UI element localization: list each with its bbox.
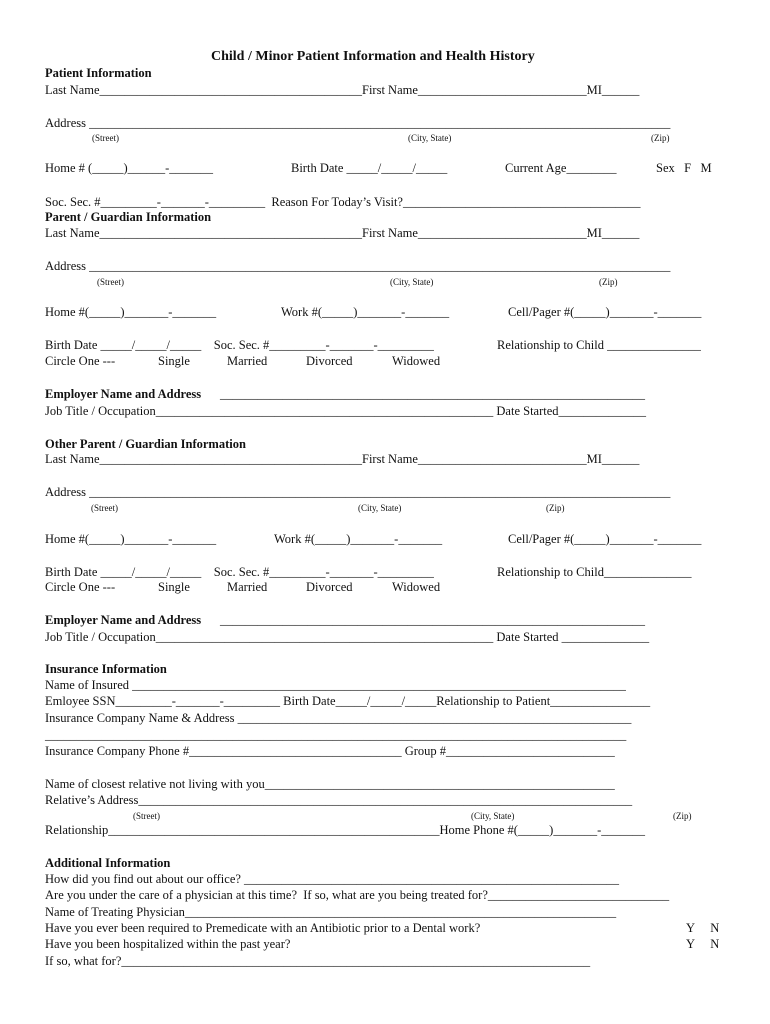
- patient-birth-date-field[interactable]: Birth Date _____/_____/_____: [291, 161, 448, 175]
- patient-ssn-visit-field[interactable]: Soc. Sec. #_________-_______-_________ Reason For Today’s Visit?______________________________________: [45, 195, 641, 209]
- zip-caption: (Zip): [599, 277, 618, 287]
- other-guardian-heading: Other Parent / Guardian Information: [45, 437, 246, 451]
- guardian-info-heading: Parent / Guardian Information: [45, 210, 212, 224]
- zip-caption: (Zip): [546, 503, 565, 513]
- circle-one-label: Circle One ---: [45, 580, 116, 594]
- city-state-caption: (City, State): [358, 503, 402, 513]
- marital-married-option[interactable]: Married: [227, 580, 268, 594]
- guardian-job-field[interactable]: Job Title / Occupation______________________________________________________ Date Started______________: [45, 404, 647, 418]
- patient-info-heading: Patient Information: [45, 66, 152, 80]
- city-state-caption: (City, State): [390, 277, 434, 287]
- referral-source-field[interactable]: How did you find out about our office? ____________________________________________________________: [45, 872, 620, 886]
- insurance-company-field[interactable]: Insurance Company Name & Address _______________________________________________________________: [45, 711, 632, 725]
- additional-info-heading: Additional Information: [45, 856, 171, 870]
- employee-ssn-field[interactable]: Emloyee SSN_________-_______-_________ Birth Date_____/_____/_____Relationship to Patient________________: [45, 694, 651, 708]
- marital-divorced-option[interactable]: Divorced: [306, 354, 353, 368]
- hospitalized-yes-no[interactable]: Y N: [686, 937, 720, 951]
- circle-one-label: Circle One ---: [45, 354, 116, 368]
- closest-relative-field[interactable]: Name of closest relative not living with you________________________________________________________: [45, 777, 615, 791]
- guardian-name-field[interactable]: Last Name__________________________________________First Name___________________________MI______: [45, 226, 640, 240]
- relative-address-field[interactable]: Relative’s Address_______________________________________________________________________________: [45, 793, 633, 807]
- street-caption: (Street): [92, 133, 119, 143]
- employer-label: Employer Name and Address: [45, 613, 202, 627]
- street-caption: (Street): [91, 503, 118, 513]
- patient-address-field[interactable]: Address _____________________________________________________________________________________________: [45, 116, 671, 130]
- other-guardian-address-field[interactable]: Address _____________________________________________________________________________________________: [45, 485, 671, 499]
- marital-single-option[interactable]: Single: [158, 580, 190, 594]
- guardian-cell-field[interactable]: Cell/Pager #(_____)_______-_______: [508, 305, 702, 319]
- premedicate-yes-no[interactable]: Y N: [686, 921, 720, 935]
- other-guardian-relationship-field[interactable]: Relationship to Child______________: [497, 565, 692, 579]
- street-caption: (Street): [133, 811, 160, 821]
- hospitalized-reason-field[interactable]: If so, what for?___________________________________________________________________________: [45, 954, 591, 968]
- other-guardian-birth-ssn-field[interactable]: Birth Date _____/_____/_____ Soc. Sec. #_________-_______-_________: [45, 565, 434, 579]
- city-state-caption: (City, State): [471, 811, 515, 821]
- guardian-work-phone-field[interactable]: Work #(_____)_______-_______: [281, 305, 450, 319]
- guardian-birth-ssn-field[interactable]: Birth Date _____/_____/_____ Soc. Sec. #_________-_______-_________: [45, 338, 434, 352]
- physician-care-field[interactable]: Are you under the care of a physician at this time? If so, what are you being treated for?_____________________________: [45, 888, 670, 902]
- guardian-address-field[interactable]: Address _____________________________________________________________________________________________: [45, 259, 671, 273]
- other-guardian-home-phone-field[interactable]: Home #(_____)_______-_______: [45, 532, 217, 546]
- city-state-caption: (City, State): [408, 133, 452, 143]
- zip-caption: (Zip): [651, 133, 670, 143]
- relative-relationship-phone-field[interactable]: Relationship_____________________________________________________Home Phone #(_____)_______-_______: [45, 823, 645, 837]
- guardian-home-phone-field[interactable]: Home #(_____)_______-_______: [45, 305, 217, 319]
- patient-current-age-field[interactable]: Current Age________: [505, 161, 617, 175]
- marital-married-option[interactable]: Married: [227, 354, 268, 368]
- street-caption: (Street): [97, 277, 124, 287]
- guardian-employer-field[interactable]: ____________________________________________________________________: [220, 387, 645, 401]
- page-title: Child / Minor Patient Information and Health History: [211, 49, 535, 64]
- patient-home-phone-field[interactable]: Home # (_____)______-_______: [45, 161, 214, 175]
- insured-name-field[interactable]: Name of Insured _______________________________________________________________________________: [45, 678, 626, 692]
- other-guardian-name-field[interactable]: Last Name__________________________________________First Name___________________________MI______: [45, 452, 640, 466]
- employer-label: Employer Name and Address: [45, 387, 202, 401]
- patient-sex-field[interactable]: Sex F M: [656, 161, 712, 175]
- other-guardian-cell-field[interactable]: Cell/Pager #(_____)_______-_______: [508, 532, 702, 546]
- insurance-phone-group-field[interactable]: Insurance Company Phone #__________________________________ Group #___________________________: [45, 744, 615, 758]
- marital-single-option[interactable]: Single: [158, 354, 190, 368]
- zip-caption: (Zip): [673, 811, 692, 821]
- patient-name-field[interactable]: Last Name__________________________________________First Name___________________________MI______: [45, 83, 640, 97]
- other-guardian-job-field[interactable]: Job Title / Occupation______________________________________________________ Date Started ______________: [45, 630, 650, 644]
- other-guardian-work-phone-field[interactable]: Work #(_____)_______-_______: [274, 532, 443, 546]
- marital-widowed-option[interactable]: Widowed: [392, 354, 441, 368]
- insurance-heading: Insurance Information: [45, 662, 167, 676]
- other-guardian-employer-field[interactable]: ____________________________________________________________________: [220, 613, 645, 627]
- hospitalized-question: Have you been hospitalized within the past year?: [45, 937, 291, 951]
- insurance-company-field-2[interactable]: _____________________________________________________________________________________________: [45, 728, 627, 742]
- guardian-relationship-field[interactable]: Relationship to Child _______________: [497, 338, 701, 352]
- treating-physician-field[interactable]: Name of Treating Physician_____________________________________________________________________: [45, 905, 617, 919]
- marital-widowed-option[interactable]: Widowed: [392, 580, 441, 594]
- marital-divorced-option[interactable]: Divorced: [306, 580, 353, 594]
- premedicate-question: Have you ever been required to Premedicate with an Antibiotic prior to a Dental work?: [45, 921, 481, 935]
